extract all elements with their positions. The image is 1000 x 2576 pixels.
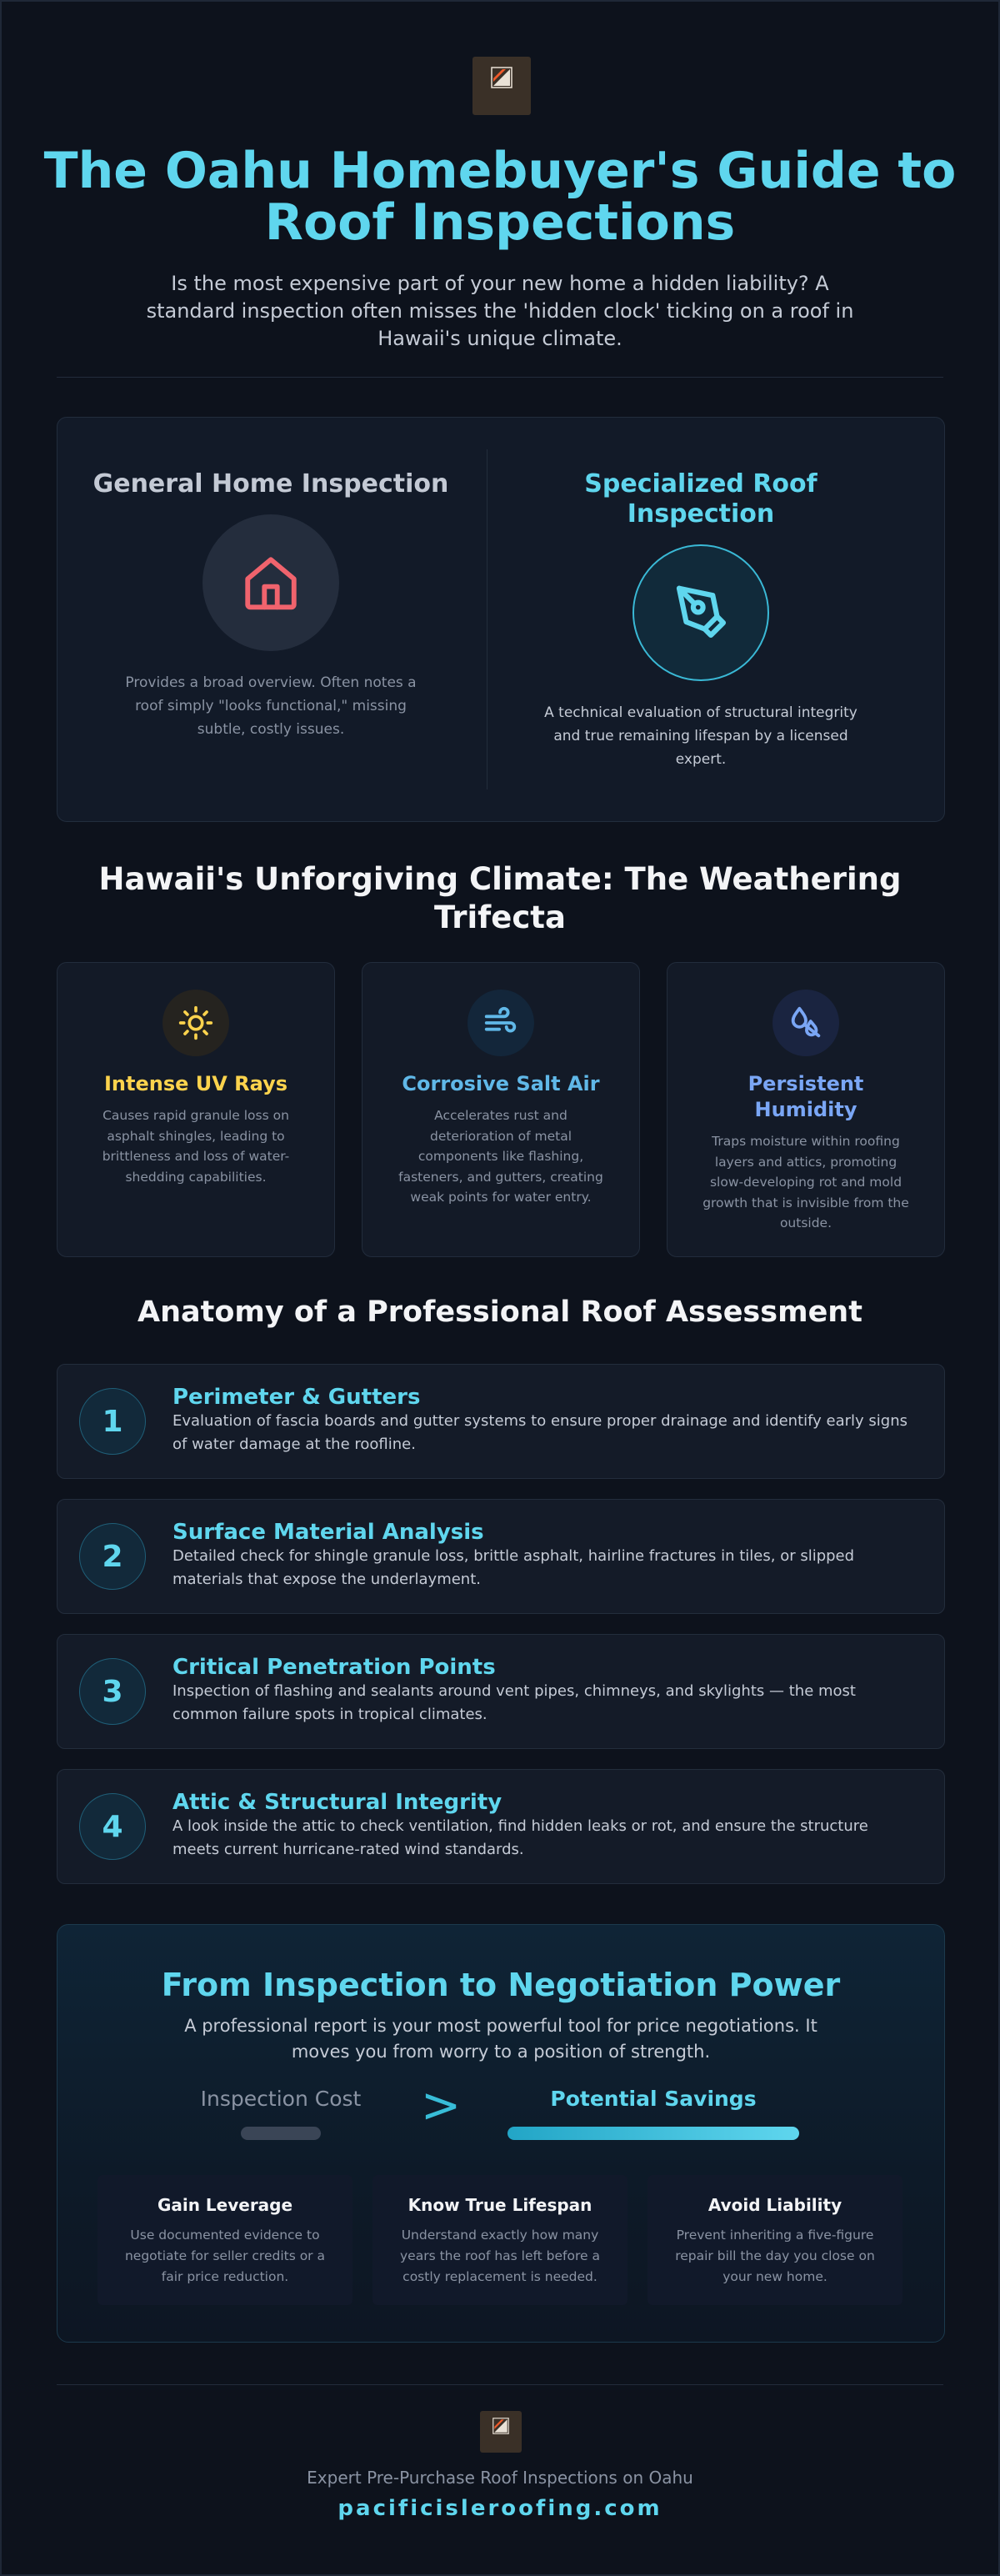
specialized-inspection-title: Specialized Roof Inspection — [584, 469, 818, 529]
intro-text: Is the most expensive part of your new home a hidden liability? A standard inspection often misses the 'hidden clock' ticking on a roof in Hawaii's unique climate. — [146, 272, 854, 350]
climate-card-text: Causes rapid granule loss on asphalt shingles, leading to brittleness and loss of water-shedding capabilities. — [102, 1108, 290, 1185]
general-inspection-title: General Home Inspection — [92, 469, 449, 499]
house-icon — [202, 514, 339, 651]
benefit-title: Gain Leverage — [157, 2195, 293, 2215]
negotiation-panel — [57, 1924, 945, 2343]
assessment-step-2 — [57, 1499, 945, 1614]
benefit-text: Understand exactly how many years the roof has left before a costly replacement is needed. — [400, 2228, 600, 2284]
benefit-title: Avoid Liability — [708, 2195, 842, 2215]
step-number: 4 — [79, 1793, 146, 1860]
benefit-text: Prevent inheriting a five-figure repair bill the day you close on your new home. — [675, 2228, 875, 2284]
step-text: Detailed check for shingle granule loss, brittle asphalt, hairline fractures in tiles, or slipped materials that expose the underlayment. — [172, 1547, 855, 1588]
climate-card-title: Intense UV Rays — [103, 1072, 288, 1095]
climate-card-text: Traps moisture within roofing layers and attics, promoting slow-developing rot and mold growth that is invisible from the outside. — [702, 1134, 909, 1230]
step-title: Perimeter & Gutters — [172, 1385, 421, 1410]
footer-website-link[interactable]: pacificisleroofing.com — [338, 2496, 662, 2521]
benefit-card-liability — [648, 2175, 902, 2305]
potential-savings-bar — [508, 2127, 799, 2140]
brand-logo — [472, 57, 531, 115]
inspection-cost-label: Inspection Cost — [200, 2087, 362, 2111]
sun-icon — [162, 990, 229, 1056]
benefit-title: Know True Lifespan — [408, 2195, 592, 2215]
specialized-inspection-column — [518, 469, 884, 771]
step-text: Inspection of flashing and sealants around vent pipes, chimneys, and skylights — the most common failure spots in tropical climates. — [172, 1682, 856, 1723]
step-title: Surface Material Analysis — [172, 1520, 484, 1545]
potential-savings-label: Potential Savings — [550, 2087, 757, 2111]
footer-divider — [57, 2384, 943, 2385]
general-inspection-column — [88, 469, 454, 741]
benefit-card-lifespan — [372, 2175, 628, 2305]
negotiation-title: From Inspection to Negotiation Power — [161, 1967, 841, 2003]
anatomy-section-title: Anatomy of a Professional Roof Assessment — [138, 1296, 862, 1329]
step-number: 3 — [79, 1658, 146, 1725]
pen-tool-icon — [632, 544, 769, 681]
step-number: 1 — [79, 1388, 146, 1455]
footer-tagline: Expert Pre-Purchase Roof Inspections on Oahu — [307, 2468, 693, 2488]
assessment-step-4 — [57, 1769, 945, 1884]
step-text: A look inside the attic to check ventilation, find hidden leaks or rot, and ensure the structure meets current hurricane-rated wind standards. — [172, 1817, 868, 1858]
step-title: Attic & Structural Integrity — [172, 1790, 502, 1815]
climate-card-humidity — [667, 962, 945, 1257]
general-inspection-text: Provides a broad overview. Often notes a roof simply "looks functional," missing subtle, costly issues. — [125, 674, 417, 738]
footer-logo — [480, 2411, 522, 2453]
climate-card-salt-air — [362, 962, 640, 1257]
climate-card-text: Accelerates rust and deterioration of metal components like flashing, fasteners, and gutters, creating weak points for water entry. — [398, 1108, 603, 1205]
inspection-comparison-card — [57, 417, 945, 822]
assessment-step-3 — [57, 1634, 945, 1749]
humidity-icon — [772, 990, 839, 1056]
step-title: Critical Penetration Points — [172, 1655, 496, 1680]
climate-card-uv — [57, 962, 335, 1257]
climate-card-title: Corrosive Salt Air — [402, 1072, 600, 1095]
column-divider — [487, 449, 488, 789]
negotiation-subtitle: A professional report is your most powerful tool for price negotiations. It moves you from worry to a position of strength. — [184, 2016, 818, 2062]
specialized-inspection-text: A technical evaluation of structural integrity and true remaining lifespan by a licensed expert. — [544, 704, 858, 768]
wind-icon — [468, 990, 534, 1056]
climate-section-title: Hawaii's Unforgiving Climate: The Weathering Trifecta — [98, 861, 902, 935]
page-title: The Oahu Homebuyer's Guide to Roof Inspections — [43, 142, 957, 252]
benefit-card-leverage — [98, 2175, 352, 2305]
climate-card-title: Persistent Humidity — [748, 1072, 864, 1121]
assessment-step-1 — [57, 1364, 945, 1479]
logo-mark-icon — [492, 2418, 509, 2434]
divider — [57, 377, 943, 378]
benefit-text: Use documented evidence to negotiate for seller credits or a fair price reduction. — [124, 2228, 325, 2284]
step-number: 2 — [79, 1523, 146, 1590]
step-text: Evaluation of fascia boards and gutter systems to ensure proper drainage and identify early signs of water damage at the roofline. — [172, 1412, 908, 1453]
greater-than-symbol: > — [420, 2077, 462, 2133]
logo-mark-icon — [491, 67, 512, 88]
inspection-cost-bar — [241, 2127, 321, 2140]
